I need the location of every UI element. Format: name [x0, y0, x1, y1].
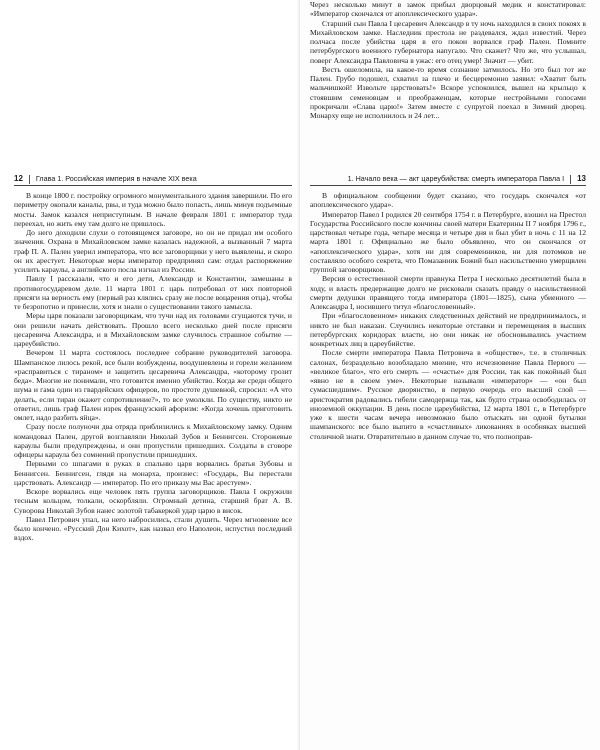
- paragraph: Павлу I рассказали, что и его дети, Александр и Константин, замешаны в противогосударевом деле. 11 марта 1801 г. царь потребовал от них повторной присяги на верность ему (первый раз клялись сразу же после воцарения отца), чтобы те безропотно и принесли, хотя и знали о существовании такого замысла.: [14, 274, 292, 311]
- left-body-text: [14, 191, 292, 543]
- right-top-fragment: [310, 0, 586, 120]
- right-page-number: 13: [577, 174, 586, 183]
- paragraph: После смерти императора Павла Петровича в «обществе», т.е. в столичных салонах, безраздельно возобладало мнение, что исчезновение Павла Первого — «великое благо», что его смерть — «счастье» для России, так как покойный был «явно не в своем уме». Некоторые называли «император» — «он был сумасшедшим». Русское дворянство, в первую очередь его высший слой — аристократия радовались гибели самодержца так, как будто страна освободилась от иноземной оккупации. В день после цареубийства, 12 марта 1801 г., в Петербурге уже к шести часам вечера невозможно было отыскать ни одной бутылки шампанского: все было выпито в «счастливых» ликованиях в особняках высшей столичной знати. Отвратительно в данном случае то, что полноправ-: [310, 348, 586, 441]
- paragraph: Вскоре ворвались еще человек пять группа заговорщиков. Павла I окружили тесным кольцом, толкали, оскорбляли. Огромный детина, старший брат А. В. Суворова Николай Зубов нанес золотой табакеркой удар царю в висок.: [14, 487, 292, 515]
- paragraph: В конце 1800 г. постройку огромного монументального здания завершили. По его периметру окопали каналы, рвы, и туда можно было попасть, лишь минуя подъемные мосты. Замок казался неприступным. В начале февраля 1801 г. император туда переехал, но жить ему там долго не пришлось.: [14, 191, 292, 228]
- paragraph: Старший сын Павла I цесаревич Александр в ту ночь находился в своих покоях в Михайловском замке. Наследник престола не раздевался, ждал известий. Через полчаса после убийства царя в его покои ворвался граф Пален. Помните петербургского военного губернатора напугало. Что скажет? Что же, что услышал, поверг Александра Павловича в ужас: его отец умер! Значит — убит.: [310, 18, 586, 65]
- paragraph: Через несколько минут в замок прибыл дворцовый медик и констатировал: «Император скончался от апоплексического удара».: [310, 0, 586, 19]
- header-separator: [29, 175, 30, 184]
- paragraph: Версия о естественной смерти правнука Петра I несколько десятилетий была в ходу, и власть предержащие долго не рисковали сказать правду о насильственной смерти дедушки правящего тогда императора (1801—1825), сына убиенного — Александра I, носившего титул «благословенный».: [310, 274, 586, 311]
- paragraph: В официальном сообщении будет сказано, что государь скончался «от апоплексического удара».: [310, 191, 586, 210]
- paragraph: Сразу после полуночи два отряда приблизились к Михайловскому замку. Одним командовал Пален, другой возглавляли Николай Зубов и Беннигсен. Сторожевые караулы были предупреждены, и они пропустили пришедших. Солдаты в сговоре офицеры караула без сомнений пропустили пришедших.: [14, 422, 292, 459]
- paragraph: Меры царя показали заговорщикам, что тучи над их головами сгущаются тучи, и они решили начать действовать. Прошло всего несколько дней после присяги цесаревича Александра, и в Михайловском замке случилось страшное событие — цареубийство.: [14, 311, 292, 348]
- paragraph: Император Павел I родился 20 сентября 1754 г. в Петербурге, взошел на Престол Государства Российского после кончины своей матери Екатерины II 7 ноября 1796 г., царствовал четыре года, четыре месяца и четыре дня и был убит в ночь с 11 на 12 марта 1801 г. Официально же было объявлено, что он скончался от «апоплексического удара», хотя ни для современников, ни для потомков не составляло особого секрета, что Помазанник Божий был насильственно умерщвлен группой заговорщиков.: [310, 209, 586, 274]
- header-separator: [570, 175, 571, 184]
- paragraph: Первыми со шпагами в руках в спальню царя ворвались братья Зубовы и Беннигсен. Беннигсен, глядя на монарха, произнес: «Государь, Вы перестали царствовать. Александр — император. По его приказу мы Вас арестуем».: [14, 459, 292, 487]
- paragraph: До него доходили слухи о готовящемся заговоре, но он не придал им особого значения. Охрана в Михайловском замке казалась надежной, а вызванный 7 марта граф П. А. Пален уверил императора, что все заговорщики у него выявлены, и скоро он их арестует. Некоторые меры император предпринял сам: отдал распоряжение усилить караулы, а английского посла изгнал из России.: [14, 228, 292, 274]
- paragraph: Вечером 11 марта состоялось последнее собрание руководителей заговора. Шампанское лилось рекой, все были возбуждены, воодушевлены и горели желанием «расправиться с тираном» и защитить цесаревича Александра, «которому грозит беда». Многие не понимали, что готовится именно убийство. Когда же среди общего шума и гама один из гвардейских офицеров, по простоте душевной, спросил: «А что делать, если тиран окажет сопротивление?», то все умолкли. По существу, никто не ответил, лишь граф Пален изрек французский афоризм: «Когда хочешь приготовить омлет, надо разбить яйца».: [14, 348, 292, 422]
- right-running-header: [310, 172, 586, 186]
- paragraph: При «благословенном» никаких следственных действий не предпринималось, и никто не был наказан. Случились некоторые отставки и перемещения в высших петербургских коридорах власти, но они никак не обосновывались участием конкретных лиц в цареубийстве.: [310, 311, 586, 348]
- chapter-title: Глава 1. Российская империя в начале XIX века: [35, 174, 197, 183]
- paragraph: Весть ошеломила, на какое-то время сознание затмилось. Но это был тот же Пален. Грубо подошел, схватил за плечо и бесцеремонно заявил: «Хватит быть мальчишкой! Извольте царствовать!» Вскоре успокоился, вышел на крыльцо к стоявшим семеновцам и преображенцам, которые нестройными голосами прокричали «Слава царю!» Затем вместе с супругой поехал в Зимний дворец. Монарху еще не исполнилось и 24 лет...: [310, 64, 586, 120]
- paragraph: Павел Петрович упал, на него набросились, стали душить. Через мгновение все было кончено. «Русский Дон Кихот», как назвал его Наполеон, испустил последний вздох.: [14, 514, 292, 543]
- left-running-header: [14, 172, 292, 186]
- section-title: 1. Начало века — акт цареубийства: смерть императора Павла I: [347, 174, 565, 183]
- left-page-number: 12: [14, 174, 23, 183]
- right-body-text: [310, 191, 586, 441]
